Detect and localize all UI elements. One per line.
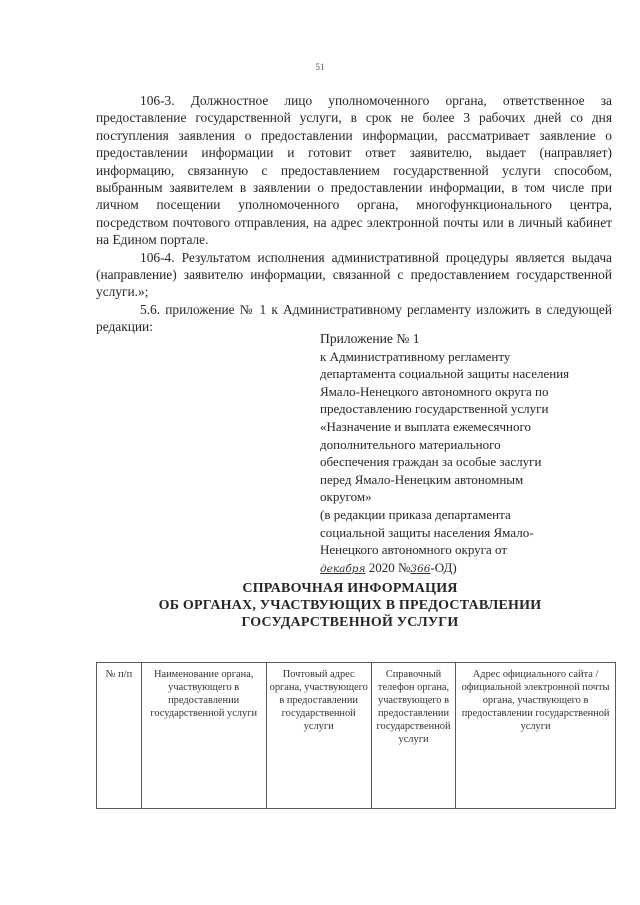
header-organ-name: Наименование органа, участвующего в предоставлении государственной услуги — [141, 663, 266, 809]
paragraph-106-4: 106-4. Результатом исполнения административной процедуры является выдача (направление) заявителю информации, связанной с предоставлением государственной услуги.»; — [96, 249, 612, 300]
appendix-block — [320, 330, 610, 578]
date-year: 2020 № — [365, 559, 411, 575]
appendix-line: (в редакции приказа департамента — [320, 506, 511, 522]
appendix-line: Приложение № 1 — [320, 331, 420, 346]
appendix-line: социальной защиты населения Ямало- — [320, 524, 534, 540]
date-suffix: -ОД) — [430, 559, 457, 575]
appendix-line: округом» — [320, 489, 372, 505]
header-website: Адрес официального сайта /официальной электронной почты органа, участвующего в предоставлении государственной услуги — [456, 663, 616, 809]
appendix-line: предоставлению государственной услуги — [320, 401, 549, 417]
document-title — [100, 580, 600, 631]
appendix-line: департамента социальной защиты населения — [320, 366, 570, 382]
appendix-line: Ямало-Ненецкого автономного округа по — [320, 383, 549, 399]
appendix-line: дополнительного материального — [320, 436, 501, 452]
title-line: ГОСУДАРСТВЕННОЙ УСЛУГИ — [241, 615, 459, 630]
appendix-line: перед Ямало-Ненецким автономным — [320, 471, 524, 487]
handwritten-number: 366 — [410, 562, 431, 575]
handwritten-date: декабря — [320, 562, 366, 575]
appendix-date-line — [320, 559, 610, 579]
header-number: № п/п — [97, 663, 142, 809]
header-postal-address: Почтовый адрес органа, участвующего в предоставлении государственной услуги — [266, 663, 371, 809]
paragraph-106-3: 106-3. Должностное лицо уполномоченного органа, ответственное за предоставление государственной услуги, в срок не более 3 рабочих дней со дня поступления заявления о предоставлении информации, рассматривает заявление о предоставлении информации и готовит ответ заявителю, выдает (направляет) информацию, связанную с предоставлением государственной услуги способом, выбранным заявителем в заявлении о предоставлении информации, в том числе при личном посещении уполномоченного органа, многофункционального центра, посредством почтового отправления, на адрес электронной почты или в личный кабинет на Едином портале. — [96, 93, 612, 248]
appendix-line: Ненецкого автономного округа от — [320, 542, 508, 558]
title-line: СПРАВОЧНАЯ ИНФОРМАЦИЯ — [242, 581, 458, 596]
page-number: 51 — [315, 62, 325, 72]
appendix-line: обеспечения граждан за особые заслуги — [320, 454, 542, 470]
table-header-row — [97, 663, 616, 809]
info-table — [96, 662, 616, 809]
title-line: ОБ ОРГАНАХ, УЧАСТВУЮЩИХ В ПРЕДОСТАВЛЕНИИ — [158, 598, 542, 613]
header-phone: Справочный телефон органа, участвующего в предоставлении государственной услуги — [371, 663, 455, 809]
paragraph-5-6: 5.6. приложение № 1 к Административному регламенту изложить в следующей редакции: — [96, 301, 612, 335]
body-text — [96, 92, 612, 336]
appendix-line: к Административному регламенту — [320, 348, 511, 364]
appendix-line: «Назначение и выплата ежемесячного — [320, 418, 531, 434]
